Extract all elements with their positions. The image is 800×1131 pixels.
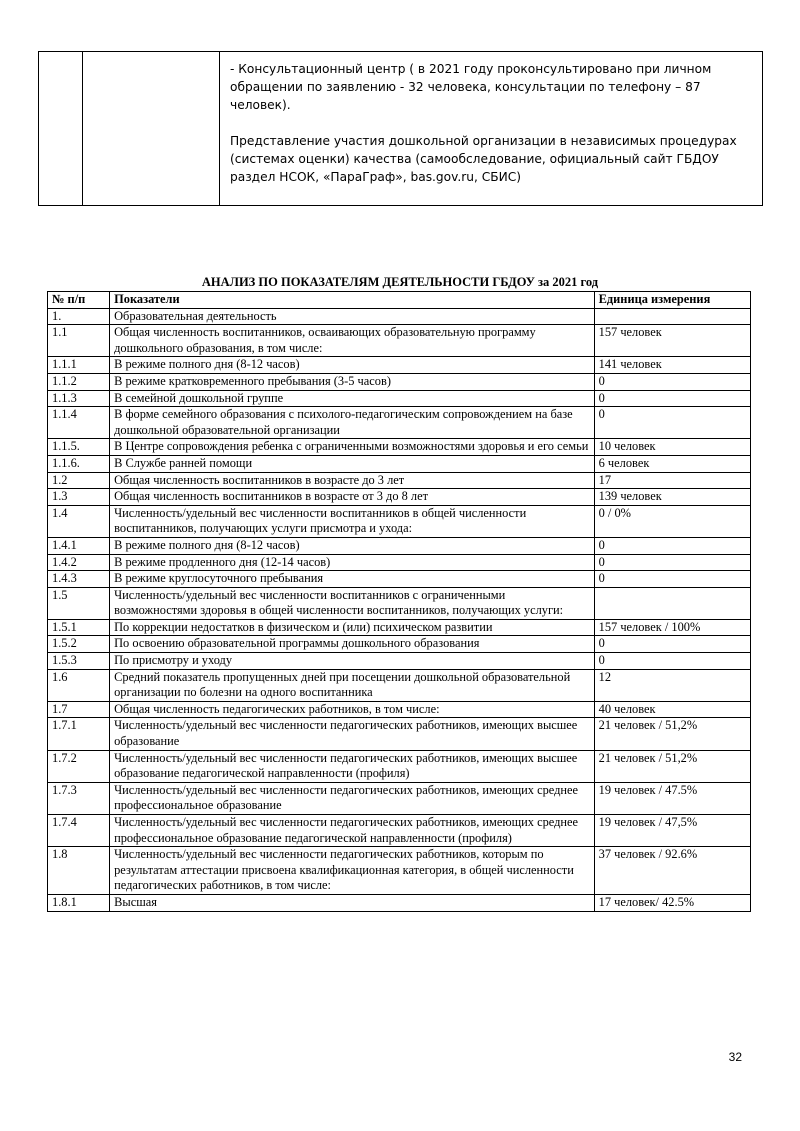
row-unit: 0 — [594, 571, 750, 588]
row-num: 1.1.6. — [48, 455, 110, 472]
table-row — [48, 571, 751, 588]
row-num: 1.1.5. — [48, 439, 110, 456]
row-num: 1.5.2 — [48, 636, 110, 653]
row-indicator: Численность/удельный вес численности педагогических работников, которым по результатам аттестации присвоена квалификационная категория, в общей численности педагогических работников, в том числе: — [110, 847, 595, 895]
row-num: 1.7.1 — [48, 718, 110, 750]
row-indicator: В режиме круглосуточного пребывания — [110, 571, 595, 588]
table-row — [48, 750, 751, 782]
row-num: 1.6 — [48, 669, 110, 701]
row-unit: 139 человек — [594, 489, 750, 506]
row-unit: 37 человек / 92.6% — [594, 847, 750, 895]
table-row — [48, 472, 751, 489]
row-indicator: Высшая — [110, 894, 595, 911]
header-unit: Единица измерения — [594, 292, 750, 309]
continuation-cell-num — [39, 52, 83, 206]
continuation-cell-indicator — [83, 52, 220, 206]
row-unit: 19 человек / 47.5% — [594, 782, 750, 814]
table-row — [48, 505, 751, 537]
table-row — [48, 407, 751, 439]
table-row — [48, 357, 751, 374]
row-unit: 0 / 0% — [594, 505, 750, 537]
row-indicator: Средний показатель пропущенных дней при посещении дошкольной образовательной организации по болезни на одного воспитанника — [110, 669, 595, 701]
row-num: 1.7 — [48, 701, 110, 718]
row-unit: 0 — [594, 407, 750, 439]
table-row — [48, 390, 751, 407]
row-num: 1.5.3 — [48, 653, 110, 670]
row-indicator: Образовательная деятельность — [110, 308, 595, 325]
row-unit: 0 — [594, 537, 750, 554]
row-num: 1.7.2 — [48, 750, 110, 782]
table-row — [48, 554, 751, 571]
indicators-table — [47, 291, 751, 912]
row-unit: 157 человек / 100% — [594, 619, 750, 636]
row-indicator: По освоению образовательной программы дошкольного образования — [110, 636, 595, 653]
row-indicator: Численность/удельный вес численности педагогических работников, имеющих высшее образование педагогической направленности (профиля) — [110, 750, 595, 782]
row-unit: 12 — [594, 669, 750, 701]
row-unit: 17 человек/ 42.5% — [594, 894, 750, 911]
row-num: 1.1.2 — [48, 373, 110, 390]
row-num: 1.1 — [48, 325, 110, 357]
row-num: 1.2 — [48, 472, 110, 489]
row-unit: 21 человек / 51,2% — [594, 750, 750, 782]
row-indicator: В режиме продленного дня (12-14 часов) — [110, 554, 595, 571]
row-indicator: Численность/удельный вес численности педагогических работников, имеющих среднее профессиональное образование — [110, 782, 595, 814]
table-row — [48, 455, 751, 472]
row-indicator: В семейной дошкольной группе — [110, 390, 595, 407]
row-num: 1.8 — [48, 847, 110, 895]
row-unit — [594, 308, 750, 325]
row-unit: 141 человек — [594, 357, 750, 374]
row-num: 1.1.3 — [48, 390, 110, 407]
row-num: 1.8.1 — [48, 894, 110, 911]
row-unit: 0 — [594, 636, 750, 653]
row-num: 1.3 — [48, 489, 110, 506]
row-indicator: В режиме полного дня (8-12 часов) — [110, 537, 595, 554]
table-row — [48, 636, 751, 653]
row-indicator: По коррекции недостатков в физическом и (или) психическом развитии — [110, 619, 595, 636]
row-num: 1. — [48, 308, 110, 325]
continuation-paragraph: Представление участия дошкольной организации в независимых процедурах (системах оценки) качества (самообследование, официальный сайт ГБДОУ раздел НСОК, «ПараГраф», bas.gov.ru, СБИС) — [230, 134, 737, 184]
row-unit: 19 человек / 47,5% — [594, 815, 750, 847]
row-num: 1.4.1 — [48, 537, 110, 554]
table-row — [48, 537, 751, 554]
row-num: 1.4.2 — [48, 554, 110, 571]
row-num: 1.5.1 — [48, 619, 110, 636]
table-row — [48, 373, 751, 390]
row-indicator: В форме семейного образования с психолого-педагогическим сопровождением на базе дошкольной образовательной организации — [110, 407, 595, 439]
row-unit: 0 — [594, 373, 750, 390]
table-row — [48, 782, 751, 814]
row-num: 1.4 — [48, 505, 110, 537]
table-row — [48, 701, 751, 718]
table-row — [48, 619, 751, 636]
row-indicator: Общая численность воспитанников, осваивающих образовательную программу дошкольного образования, в том числе: — [110, 325, 595, 357]
table-title: АНАЛИЗ ПО ПОКАЗАТЕЛЯМ ДЕЯТЕЛЬНОСТИ ГБДОУ за 2021 год — [201, 275, 599, 289]
row-unit: 157 человек — [594, 325, 750, 357]
row-num: 1.5 — [48, 587, 110, 619]
row-unit: 6 человек — [594, 455, 750, 472]
table-row — [48, 847, 751, 895]
continuation-table — [38, 51, 763, 206]
row-unit: 0 — [594, 653, 750, 670]
row-indicator: Численность/удельный вес численности воспитанников в общей численности воспитанников, получающих услуги присмотра и ухода: — [110, 505, 595, 537]
row-unit: 21 человек / 51,2% — [594, 718, 750, 750]
row-indicator: В Центре сопровождения ребенка с ограниченными возможностями здоровья и его семьи — [110, 439, 595, 456]
row-indicator: Численность/удельный вес численности педагогических работников, имеющих высшее образование — [110, 718, 595, 750]
table-row — [48, 587, 751, 619]
table-row — [48, 489, 751, 506]
table-row — [48, 894, 751, 911]
continuation-paragraph: - Консультационный центр ( в 2021 году проконсультировано при личном обращении по заявлению - 32 человека, консультации по телефону – 87 человек). — [230, 62, 712, 112]
table-row — [48, 653, 751, 670]
row-indicator: В Службе ранней помощи — [110, 455, 595, 472]
table-row — [48, 325, 751, 357]
row-indicator: По присмотру и уходу — [110, 653, 595, 670]
row-indicator: Численность/удельный вес численности педагогических работников, имеющих среднее профессиональное образование педагогической направленности (профиля) — [110, 815, 595, 847]
row-unit: 0 — [594, 390, 750, 407]
row-num: 1.7.4 — [48, 815, 110, 847]
row-unit: 17 — [594, 472, 750, 489]
row-indicator: Общая численность педагогических работников, в том числе: — [110, 701, 595, 718]
row-unit — [594, 587, 750, 619]
table-row — [48, 718, 751, 750]
table-row — [48, 669, 751, 701]
row-unit: 0 — [594, 554, 750, 571]
row-indicator: Общая численность воспитанников в возрасте от 3 до 8 лет — [110, 489, 595, 506]
row-num: 1.7.3 — [48, 782, 110, 814]
table-row — [48, 439, 751, 456]
row-unit: 10 человек — [594, 439, 750, 456]
row-num: 1.4.3 — [48, 571, 110, 588]
header-indicator: Показатели — [110, 292, 595, 309]
row-indicator: Численность/удельный вес численности воспитанников с ограниченными возможностями здоровья в общей численности воспитанников, получающих услуги: — [110, 587, 595, 619]
continuation-cell-text — [220, 52, 763, 206]
table-header-row — [48, 292, 751, 309]
row-indicator: В режиме полного дня (8-12 часов) — [110, 357, 595, 374]
header-num: № п/п — [48, 292, 110, 309]
page-number: 32 — [728, 1050, 742, 1064]
row-indicator: В режиме кратковременного пребывания (3-5 часов) — [110, 373, 595, 390]
row-num: 1.1.1 — [48, 357, 110, 374]
table-row — [48, 308, 751, 325]
table-row — [48, 815, 751, 847]
row-num: 1.1.4 — [48, 407, 110, 439]
row-unit: 40 человек — [594, 701, 750, 718]
row-indicator: Общая численность воспитанников в возрасте до 3 лет — [110, 472, 595, 489]
